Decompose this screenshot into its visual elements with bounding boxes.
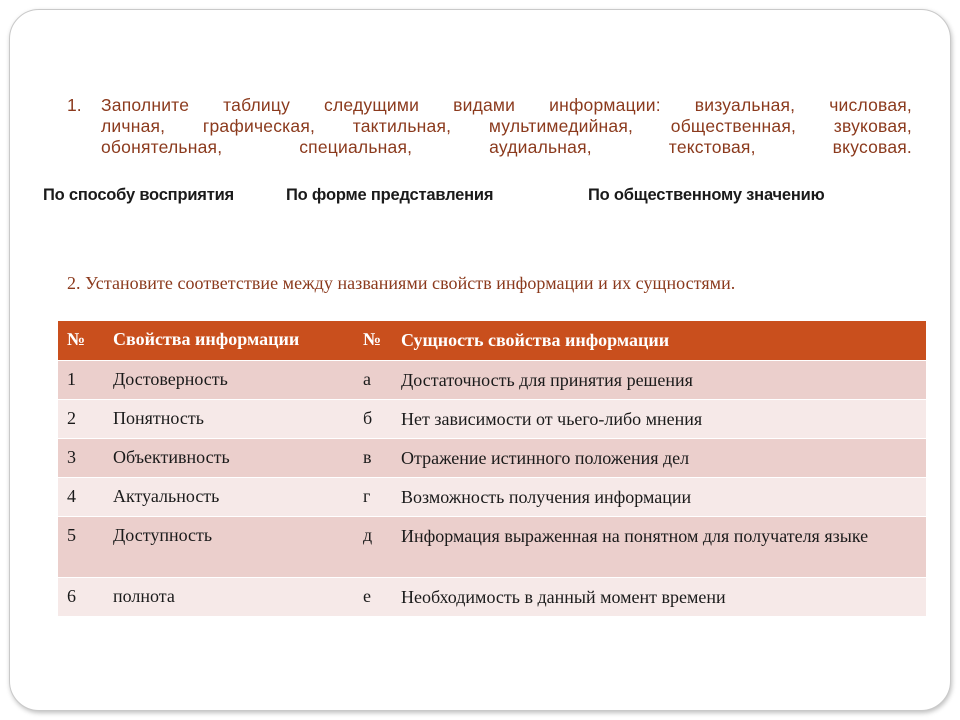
row-number: 5 xyxy=(67,524,76,545)
table-row xyxy=(58,577,926,616)
row-number: 2 xyxy=(67,407,76,428)
row-essence: Достаточность для принятия решения xyxy=(401,369,693,390)
heading-form: По форме представления xyxy=(286,186,494,204)
row-property: Доступность xyxy=(113,524,213,545)
row-letter: б xyxy=(363,407,373,428)
row-number: 6 xyxy=(67,585,76,606)
task-1-line-3: обонятельная, специальная, аудиальная, текстовая, вкусовая. xyxy=(101,137,912,157)
row-property: полнота xyxy=(113,585,175,606)
task-1-text xyxy=(101,95,912,158)
row-property: Понятность xyxy=(113,407,204,428)
row-essence: Необходимость в данный момент времени xyxy=(401,586,726,607)
heading-perception: По способу восприятия xyxy=(43,186,234,204)
row-number: 4 xyxy=(67,485,76,506)
task-1 xyxy=(67,95,912,158)
row-essence: Отражение истинного положения дел xyxy=(401,447,690,468)
task-1-line-1: Заполните таблицу следущими видами информации: визуальная, числовая, xyxy=(101,95,912,115)
task-2-text: 2. Установите соответствие между названиями свойств информации и их сущностями. xyxy=(67,273,736,293)
row-number: 1 xyxy=(67,368,76,389)
table-row xyxy=(58,438,926,477)
heading-social: По общественному значению xyxy=(588,186,825,204)
header-letter: № xyxy=(363,329,382,349)
row-number: 3 xyxy=(67,446,76,467)
row-property: Объективность xyxy=(113,446,230,467)
header-properties: Свойства информации xyxy=(113,329,300,349)
row-property: Достоверность xyxy=(113,368,228,389)
table-row xyxy=(58,399,926,438)
table-row xyxy=(58,477,926,516)
row-essence: Возможность получения информации xyxy=(401,486,692,507)
table-row xyxy=(58,360,926,399)
table-header-row xyxy=(58,321,926,360)
properties-table xyxy=(58,321,926,616)
row-essence: Информация выраженная на понятном для получателя языке xyxy=(401,525,869,546)
classification-headings xyxy=(0,186,960,208)
row-property: Актуальность xyxy=(113,485,220,506)
row-letter: в xyxy=(363,446,372,467)
task-1-line-2: личная, графическая, тактильная, мультимедийная, общественная, звуковая, xyxy=(101,116,912,136)
table-row xyxy=(58,516,926,577)
row-letter: а xyxy=(363,368,371,389)
row-letter: д xyxy=(363,524,373,545)
header-number: № xyxy=(67,329,86,349)
row-letter: г xyxy=(363,485,371,506)
row-letter: е xyxy=(363,585,371,606)
header-essence: Сущность свойства информации xyxy=(401,330,670,350)
row-essence: Нет зависимости от чьего-либо мнения xyxy=(401,408,703,429)
task-1-number: 1. xyxy=(67,95,82,115)
